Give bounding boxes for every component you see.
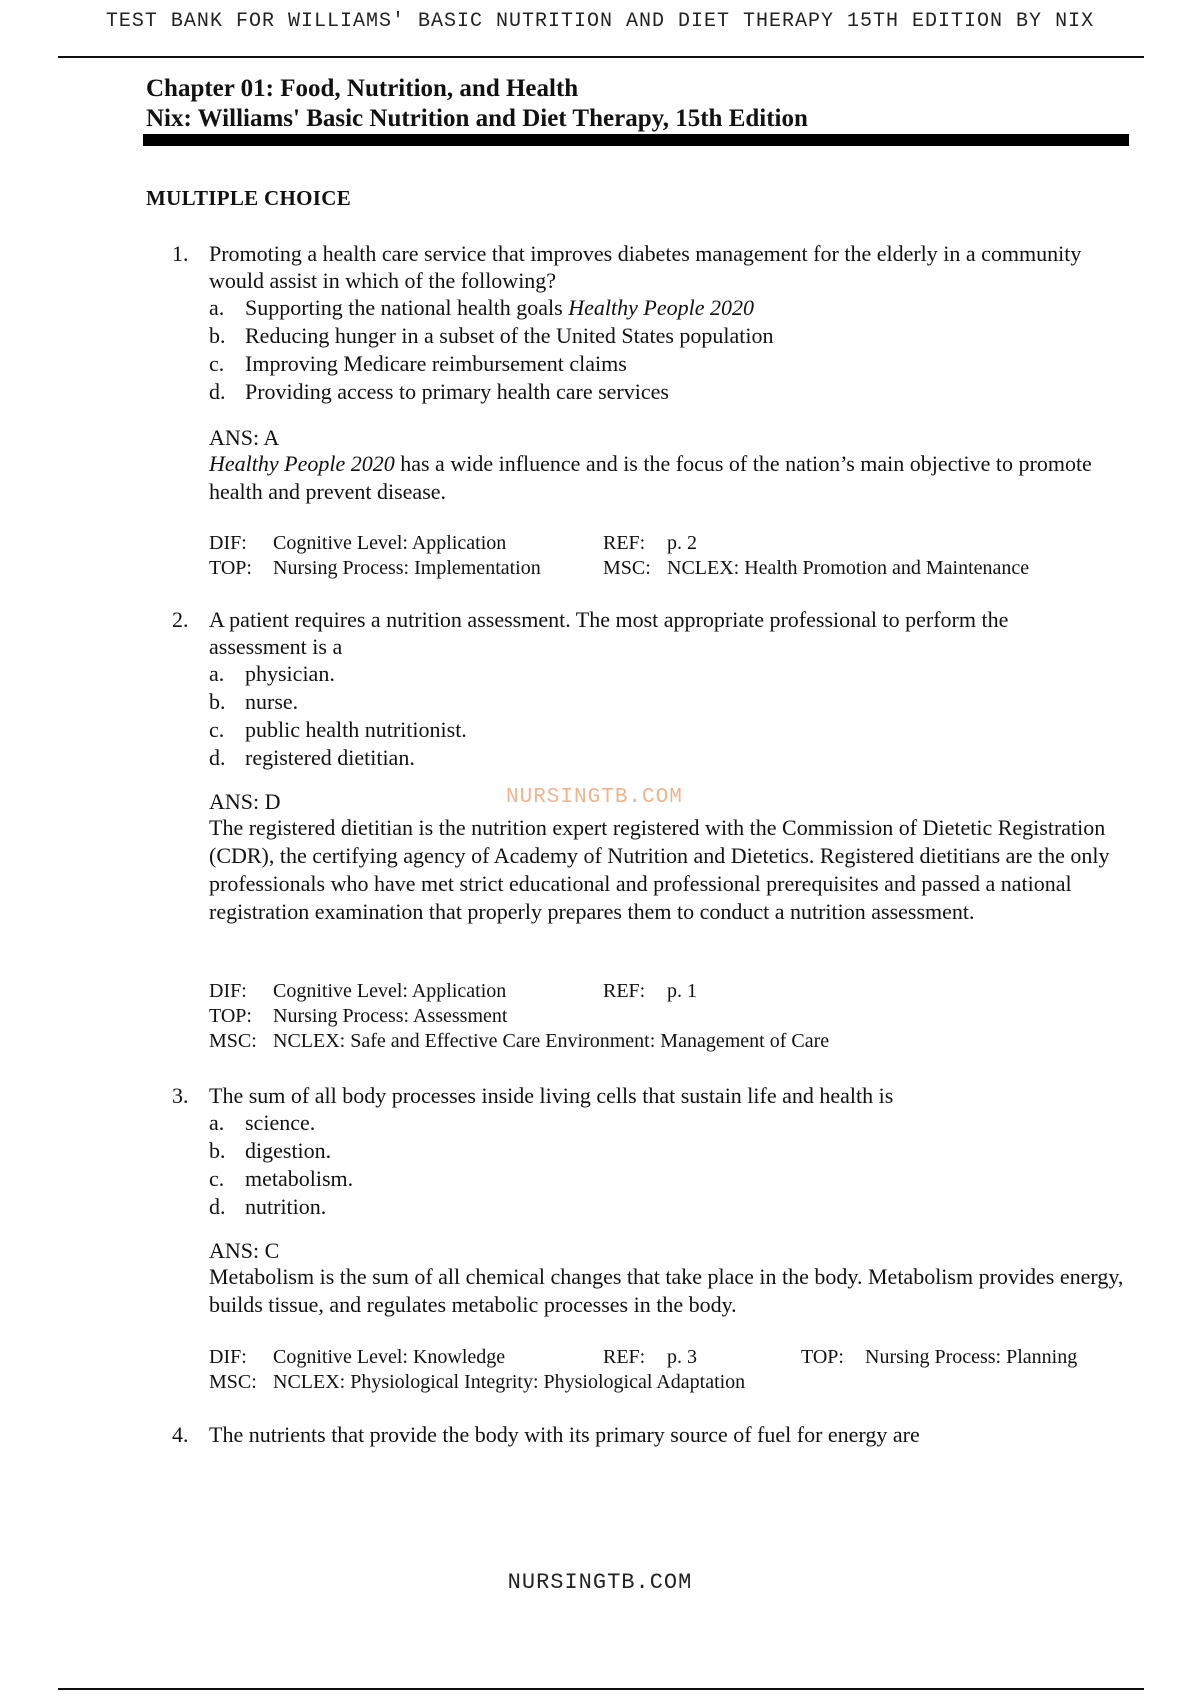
header-rule bbox=[58, 56, 1144, 58]
choice-letter: d. bbox=[209, 745, 226, 770]
dif-label: DIF: bbox=[209, 532, 247, 554]
top-value: Nursing Process: Implementation bbox=[273, 557, 541, 579]
choice-a bbox=[209, 294, 1109, 322]
choice-text: metabolism. bbox=[245, 1166, 354, 1191]
question-meta bbox=[209, 530, 1129, 580]
rationale-text: has a wide influence and is the focus of the nation’s main objective to promote health and prevent disease. bbox=[209, 451, 1092, 504]
rationale-italic: Healthy People 2020 bbox=[209, 451, 395, 476]
choice-text: Improving Medicare reimbursement claims bbox=[245, 351, 627, 376]
answer: ANS: D bbox=[209, 789, 281, 814]
rationale: The registered dietitian is the nutrition expert registered with the Commission of Dietetic Registration (CDR), the certifying agency of Academy of Nutrition and Dietetics. Registered dietitians are the only professionals who have met strict educational and professional prerequisites and passed a national registration examination that properly prepares them to conduct a nutrition assessment. bbox=[209, 815, 1110, 924]
choice-b bbox=[209, 322, 1109, 350]
choice-list bbox=[209, 660, 1109, 772]
msc-label: MSC: bbox=[209, 1371, 257, 1393]
chapter-title bbox=[146, 74, 808, 134]
choice-text: physician. bbox=[245, 661, 335, 686]
question-number: 3. bbox=[172, 1083, 189, 1108]
answer: ANS: A bbox=[209, 425, 280, 450]
choice-letter: d. bbox=[209, 1194, 226, 1219]
choice-d bbox=[209, 744, 1109, 772]
top-label: TOP: bbox=[801, 1346, 844, 1368]
rationale: Metabolism is the sum of all chemical changes that take place in the body. Metabolism provides energy, builds tissue, and regulates metabolic processes in the body. bbox=[209, 1264, 1124, 1317]
choice-list bbox=[209, 1109, 1109, 1221]
choice-text: Supporting the national health goals bbox=[245, 295, 569, 320]
question-number: 2. bbox=[172, 607, 189, 632]
ref-label: REF: bbox=[603, 1346, 646, 1368]
dif-value: Cognitive Level: Application bbox=[273, 980, 507, 1002]
chapter-title-line2: Nix: Williams' Basic Nutrition and Diet Therapy, 15th Edition bbox=[146, 105, 808, 132]
rationale bbox=[209, 450, 1124, 506]
choice-c bbox=[209, 1165, 1109, 1193]
choice-b bbox=[209, 688, 1109, 716]
msc-label: MSC: bbox=[209, 1030, 257, 1052]
title-rule bbox=[143, 134, 1129, 146]
question-stem: A patient requires a nutrition assessment. The most appropriate professional to perform the assessment is a bbox=[209, 607, 1009, 659]
choice-letter: b. bbox=[209, 323, 226, 348]
choice-b bbox=[209, 1137, 1109, 1165]
question-stem: The sum of all body processes inside living cells that sustain life and health is bbox=[209, 1083, 894, 1108]
choice-letter: a. bbox=[209, 1110, 225, 1135]
choice-text-italic: Healthy People 2020 bbox=[568, 295, 754, 320]
section-heading: MULTIPLE CHOICE bbox=[146, 186, 352, 210]
question-number: 1. bbox=[172, 241, 189, 266]
ref-label: REF: bbox=[603, 532, 646, 554]
ref-value: p. 1 bbox=[667, 980, 697, 1002]
choice-text: Reducing hunger in a subset of the United States population bbox=[245, 323, 774, 348]
choice-letter: b. bbox=[209, 689, 226, 714]
choice-text: Providing access to primary health care services bbox=[245, 379, 669, 404]
choice-a bbox=[209, 660, 1109, 688]
dif-label: DIF: bbox=[209, 1346, 247, 1368]
choice-letter: c. bbox=[209, 1166, 225, 1191]
top-value: Nursing Process: Assessment bbox=[273, 1005, 508, 1027]
msc-value: NCLEX: Physiological Integrity: Physiological Adaptation bbox=[273, 1371, 746, 1393]
question-number: 4. bbox=[172, 1422, 189, 1447]
dif-label: DIF: bbox=[209, 980, 247, 1002]
chapter-title-line1: Chapter 01: Food, Nutrition, and Health bbox=[146, 75, 579, 102]
choice-text: public health nutritionist. bbox=[245, 717, 467, 742]
choice-text: nutrition. bbox=[245, 1194, 327, 1219]
choice-text: nurse. bbox=[245, 689, 299, 714]
choice-letter: c. bbox=[209, 351, 225, 376]
choice-list bbox=[209, 294, 1109, 406]
msc-value: NCLEX: Safe and Effective Care Environment: Management of Care bbox=[273, 1030, 830, 1052]
question-meta bbox=[209, 1344, 1129, 1394]
choice-d bbox=[209, 1193, 1109, 1221]
msc-label: MSC: bbox=[603, 557, 651, 579]
choice-letter: d. bbox=[209, 379, 226, 404]
question-stem: Promoting a health care service that improves diabetes management for the elderly in a community would assist in which of the following? bbox=[209, 241, 1082, 293]
top-label: TOP: bbox=[209, 1005, 252, 1027]
choice-text: digestion. bbox=[245, 1138, 332, 1163]
ref-value: p. 3 bbox=[667, 1346, 697, 1368]
answer: ANS: C bbox=[209, 1238, 280, 1263]
choice-letter: a. bbox=[209, 661, 225, 686]
choice-letter: c. bbox=[209, 717, 225, 742]
top-label: TOP: bbox=[209, 557, 252, 579]
watermark: NURSINGTB.COM bbox=[506, 786, 683, 809]
choice-text: science. bbox=[245, 1110, 316, 1135]
footer-watermark: NURSINGTB.COM bbox=[507, 1570, 693, 1595]
choice-letter: b. bbox=[209, 1138, 226, 1163]
question-meta bbox=[209, 978, 1129, 1053]
choice-c bbox=[209, 350, 1109, 378]
choice-a bbox=[209, 1109, 1109, 1137]
choice-letter: a. bbox=[209, 295, 225, 320]
question-stem: The nutrients that provide the body with its primary source of fuel for energy are bbox=[209, 1422, 920, 1447]
footer-rule bbox=[58, 1688, 1144, 1690]
choice-c bbox=[209, 716, 1109, 744]
choice-d bbox=[209, 378, 1109, 406]
top-value: Nursing Process: Planning bbox=[865, 1346, 1078, 1368]
dif-value: Cognitive Level: Knowledge bbox=[273, 1346, 506, 1368]
ref-value: p. 2 bbox=[667, 532, 697, 554]
ref-label: REF: bbox=[603, 980, 646, 1002]
choice-text: registered dietitian. bbox=[245, 745, 415, 770]
dif-value: Cognitive Level: Application bbox=[273, 532, 507, 554]
msc-value: NCLEX: Health Promotion and Maintenance bbox=[667, 557, 1030, 579]
running-header: TEST BANK FOR WILLIAMS' BASIC NUTRITION AND DIET THERAPY 15TH EDITION BY NIX bbox=[105, 10, 1095, 33]
